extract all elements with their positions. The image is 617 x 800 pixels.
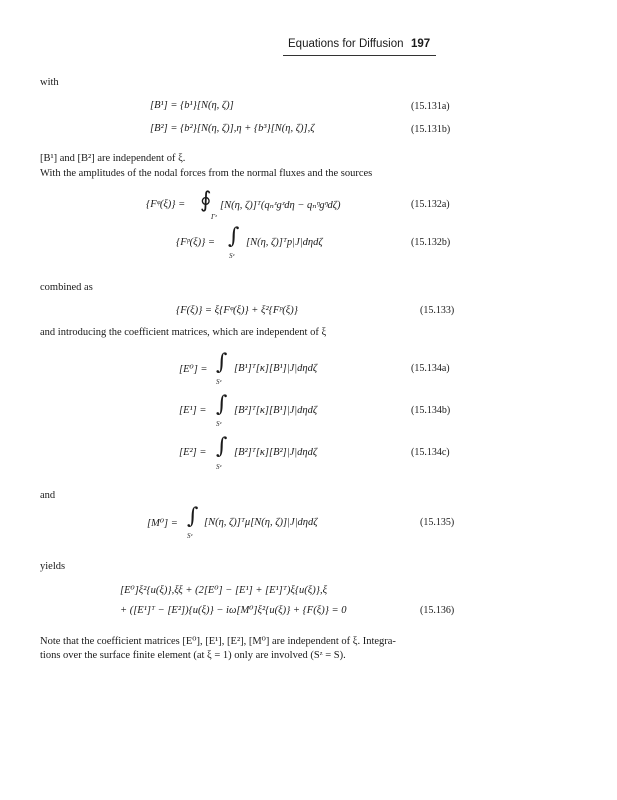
header-rule <box>283 55 436 56</box>
integral-domain-134b: Sᶻ <box>216 420 222 428</box>
text-independence: [B¹] and [B²] are independent of ξ. <box>40 153 186 164</box>
equation-15-136-line1: [E⁰]ξ²{u(ξ)},ξξ + (2[E⁰] − [E¹] + [E¹]ᵀ)ξ{u(ξ)},ξ <box>120 585 328 596</box>
note-line-2: tions over the surface finite element (at ξ = 1) only are involved (Sᶻ = S). <box>40 650 346 661</box>
equation-15-131a: [B¹] = {b¹}[N(η, ζ)] <box>150 100 234 111</box>
integral-icon: ∫ <box>187 504 199 529</box>
integral-icon: ∫ <box>228 224 240 249</box>
text-and: and <box>40 490 56 501</box>
text-amplitudes: With the amplitudes of the nodal forces from the normal fluxes and the sources <box>40 168 373 179</box>
page-number: 197 <box>411 38 431 50</box>
equation-15-131b: [B²] = {b²}[N(η, ζ)],η + {b³}[N(η, ζ)],ζ <box>150 123 315 134</box>
equation-15-136-line2: + ([E¹]ᵀ − [E²]){u(ξ)} − iω[M⁰]ξ²{u(ξ)} + {F(ξ)} = 0 <box>120 605 347 616</box>
equation-15-134a-rhs: [B¹]ᵀ[κ][B¹]|J|dηdζ <box>234 363 318 374</box>
equation-15-134b-rhs: [B²]ᵀ[κ][B¹]|J|dηdζ <box>234 405 318 416</box>
equation-number-15-131b: (15.131b) <box>411 124 451 135</box>
equation-15-132b-rhs: [N(η, ζ)]ᵀp|J|dηdζ <box>246 237 323 248</box>
equation-15-135-lhs: [M⁰] = <box>147 518 178 529</box>
equation-number-15-136: (15.136) <box>420 605 455 616</box>
text-combined-as: combined as <box>40 282 93 293</box>
equation-15-135-rhs: [N(η, ζ)]ᵀμ[N(η, ζ)]|J|dηdζ <box>204 517 318 528</box>
integral-domain-132a: Γᶻ <box>211 213 217 221</box>
equation-number-15-132a: (15.132a) <box>411 199 450 210</box>
integral-icon: ∫ <box>216 392 228 417</box>
equation-number-15-135: (15.135) <box>420 517 455 528</box>
equation-15-134c-lhs: [E²] = <box>179 447 207 458</box>
text-introducing: and introducing the coefficient matrices, which are independent of ξ <box>40 327 327 338</box>
contour-integral-icon: ∮ <box>200 188 212 213</box>
equation-15-134b-lhs: [E¹] = <box>179 405 207 416</box>
integral-icon: ∫ <box>216 434 228 459</box>
equation-number-15-134a: (15.134a) <box>411 363 450 374</box>
equation-15-132a-rhs: [N(η, ζ)]ᵀ(qₙᶻgᶻdη − qₙᵑgᵑdζ) <box>220 200 341 211</box>
integral-domain-135: Sᶻ <box>187 532 193 540</box>
equation-number-15-134b: (15.134b) <box>411 405 451 416</box>
equation-number-15-134c: (15.134c) <box>411 447 450 458</box>
text-with: with <box>40 77 59 88</box>
equation-15-132a-lhs: {Fᵠ(ξ)} = <box>146 199 186 210</box>
integral-icon: ∫ <box>216 350 228 375</box>
running-header-title: Equations for Diffusion <box>288 38 404 50</box>
equation-number-15-133: (15.133) <box>420 305 455 316</box>
equation-15-132b-lhs: {Fᵖ(ξ)} = <box>176 237 215 248</box>
integral-domain-134c: Sᶻ <box>216 463 222 471</box>
equation-15-134c-rhs: [B²]ᵀ[κ][B²]|J|dηdζ <box>234 447 318 458</box>
integral-domain-134a: Sᶻ <box>216 378 222 386</box>
equation-number-15-132b: (15.132b) <box>411 237 451 248</box>
equation-15-133: {F(ξ)} = ξ{Fᵠ(ξ)} + ξ²{Fᵖ(ξ)} <box>176 305 298 316</box>
note-line-1: Note that the coefficient matrices [E⁰], [E¹], [E²], [M⁰] are independent of ξ. Integra- <box>40 636 396 647</box>
equation-number-15-131a: (15.131a) <box>411 101 450 112</box>
integral-domain-132b: Sᶻ <box>229 252 235 260</box>
equation-15-134a-lhs: [E⁰] = <box>179 364 208 375</box>
text-yields: yields <box>40 561 66 572</box>
